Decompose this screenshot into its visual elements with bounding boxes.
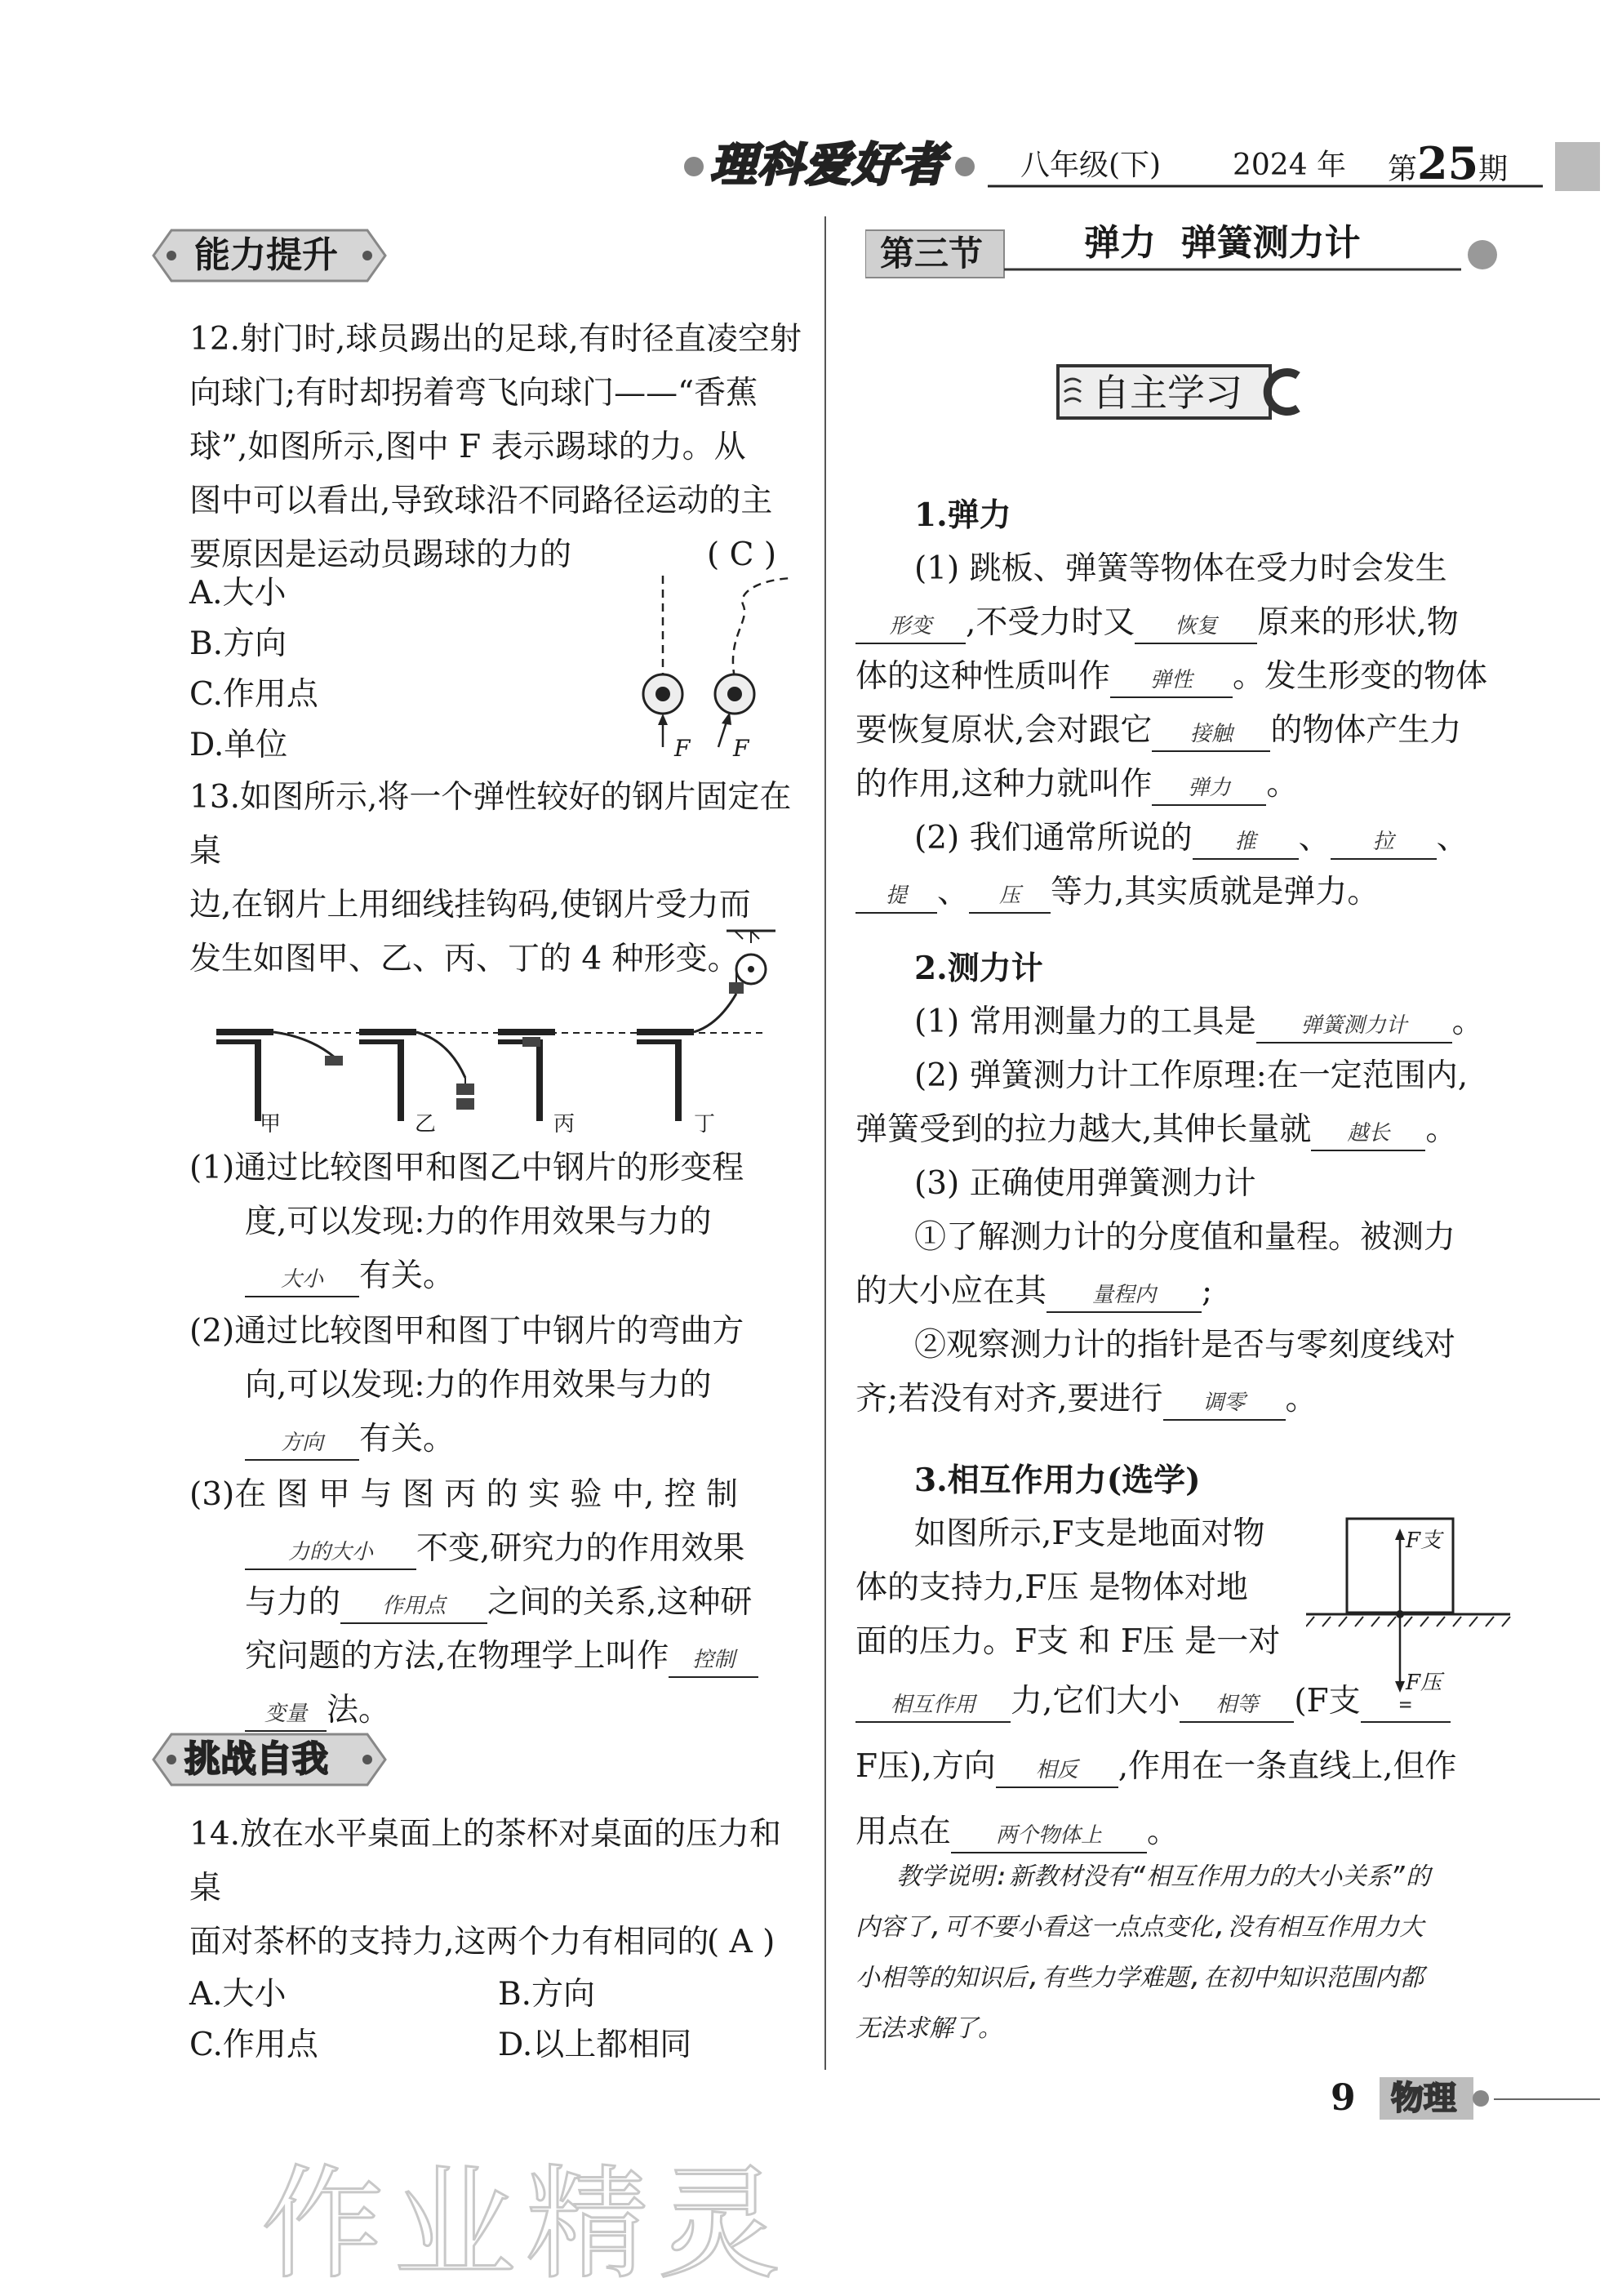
s2-line4: (3) 正确使用弹簧测力计 [914,1165,1256,1202]
brand-logo: 理科爱好者 [710,139,947,192]
q13-p3-pre3: 究问题的方法,在物理学上叫作 [245,1638,669,1675]
s3-line2: 体的支持力,F压 是物体对地 [855,1569,1248,1606]
q13-p3-mid2: 之间的关系,这种研 [487,1584,753,1621]
s3-blank-equal[interactable]: 相等 [1180,1689,1294,1723]
s2-line6 [855,1265,1558,1319]
s2-line2: (2) 弹簧测力计工作原理:在一定范围内, [914,1057,1469,1094]
banner-ability-text: 能力提升 [194,234,338,276]
s1-blank-press[interactable]: 压 [969,879,1051,914]
s1-line6: (2) 我们通常所说的 推 、 拉 、 [855,812,1558,865]
page-number: 9 [1331,2077,1356,2119]
s1-blank-deform[interactable]: 形变 [855,610,966,644]
q14-option-c: C.作用点 [189,2027,318,2063]
subject-text: 物理 [1391,2080,1456,2117]
note-line-2: 内容了,可不要小看这一点点变化,没有相互作用力大 [855,1913,1424,1942]
s1-text5: 要恢复原状,会对跟它 [855,712,1153,749]
q14-line-1: 14.放在水平桌面上的茶杯对桌面的压力和桌 [189,1816,782,1907]
s1-text1: ,不受力时又 [966,604,1135,641]
s1-text9: (2) 我们通常所说的 [914,820,1193,857]
section-label: 第三节 [880,234,984,274]
fig-label-ding: 丁 [694,1112,716,1137]
s2-blank-tool[interactable]: 弹簧测力计 [1256,1009,1452,1043]
fig-label-support: F支 [1406,1528,1442,1553]
q12-option-c: C.作用点 [189,676,318,713]
q13-p2-line1: (2)通过比较图甲和图丁中钢片的弯曲方 [189,1313,744,1350]
note-line-3: 小相等的知识后,有些力学难题,在初中知识范围内都 [855,1964,1424,1992]
s1-blank-push[interactable]: 推 [1193,825,1299,860]
s1-title: 1.弹力 [914,496,1011,534]
s3-line5 [855,1734,1558,1800]
q12-option-b: B.方向 [189,625,287,662]
s3-blank-two-objects[interactable]: 两个物体上 [951,1819,1147,1853]
issue-label [1388,137,1508,196]
s3-line1: 如图所示,F支是地面对物 [914,1515,1265,1552]
s1-text7: 的作用,这种力就叫作 [855,766,1153,803]
s1-blank-pull[interactable]: 拉 [1331,825,1437,860]
banana-ball-figure [629,572,808,776]
subject-tab [1380,2072,1494,2125]
q13-part3 [189,1468,818,1738]
fig-label-jia: 甲 [260,1112,282,1137]
s2-line7: ②观察测力计的指针是否与零刻度线对 [914,1327,1456,1364]
banner-challenge [147,1731,392,1788]
s1-text10: 等力,其实质就是弹力。 [1051,874,1380,910]
s1-text6: 的物体产生力 [1270,712,1462,749]
s1-blank-contact[interactable]: 接触 [1152,718,1270,752]
note-line-4: 无法求解了。 [855,2014,1002,2043]
fig-label-pressure: F压 [1406,1671,1442,1695]
q14-option-a: A.大小 [189,1976,287,2013]
fig-force-label-1: F [674,735,691,762]
fig-force-label-2: F [733,735,749,762]
q13-p3-line3 [189,1576,818,1630]
fig-label-yi: 乙 [415,1112,437,1137]
s2-text6: 的大小应在其 [855,1273,1047,1310]
s1-text3: 体的这种性质叫作 [855,658,1111,695]
q13-p1-line2: 度,可以发现:力的作用效果与力的 [245,1204,712,1240]
s1-blank-lift[interactable]: 提 [855,879,937,914]
s3-text3: F压),方向 [855,1748,996,1785]
q14-line-2: 面对茶杯的支持力,这两个力有相同的 [189,1924,709,1960]
elastic-section [855,488,1558,919]
s3-title: 3.相互作用力(选学) [914,1462,1201,1499]
s2-text1: (1) 常用测量力的工具是 [914,1003,1256,1040]
s2-end1: 。 [1451,1003,1484,1040]
s1-text2: 原来的形状,物 [1257,604,1459,641]
q13-p3-blank2[interactable]: 作用点 [340,1590,487,1624]
q13-p2-blank[interactable]: 方向 [245,1426,359,1461]
grade-label: 八年级(下) [1020,149,1162,182]
s1-line2 [855,596,1558,650]
header-bar [678,137,1600,194]
s1-blank-elasticity[interactable]: 弹性 [1110,664,1233,698]
s2-blank-longer[interactable]: 越长 [1311,1117,1425,1151]
banner-ability [147,227,392,284]
q13-p3-line5 [189,1684,818,1738]
issue-prefix: 第 [1388,153,1418,186]
footer-line [1494,2098,1600,2100]
q13-p3-line2 [189,1522,818,1576]
q12-answer: ( C ) [707,536,777,573]
q13-p2-end: 有关。 [359,1421,455,1457]
q13-p3-line4 [189,1630,818,1684]
q13-p1-blank[interactable]: 大小 [245,1263,359,1297]
s2-end8: 。 [1285,1381,1318,1417]
s2-end3: 。 [1425,1111,1458,1148]
s3-text4: ,作用在一条直线上,但作 [1118,1748,1457,1785]
s1-blank-elastic-force[interactable]: 弹力 [1152,772,1266,806]
q13-p3-pre2: 与力的 [245,1584,341,1621]
q12-option-d: D.单位 [189,727,288,763]
s3-text1: 力,它们大小 [1011,1683,1180,1720]
q13-p2-line2: 向,可以发现:力的作用效果与力的 [245,1367,712,1404]
s1-line1: (1) 跳板、弹簧等物体在受力时会发生 [914,550,1447,587]
s2-end6: ; [1202,1273,1213,1310]
q13-line-1: 13.如图所示,将一个弹性较好的钢片固定在桌 [189,779,792,870]
q12-line-3: 球”,如图所示,图中 F 表示踢球的力。从 [189,429,746,465]
self-study-text: 自主学习 [1092,371,1242,415]
issue-suffix: 期 [1478,153,1509,186]
q13-p1-line1: (1)通过比较图甲和图乙中钢片的形变程 [189,1150,744,1186]
s1-line5 [855,758,1558,812]
q12-line-5: 要原因是运动员踢球的力的 [189,536,572,573]
section-title: 弹力 弹簧测力计 [1084,222,1361,264]
dynamometer-section [855,941,1558,1426]
q13-p2-line3 [189,1413,818,1466]
q12-line-1: 12.射门时,球员踢出的足球,有时径直凌空射 [189,321,802,358]
banner-challenge-text: 挑战自我 [184,1738,328,1780]
q14-answer: ( A ) [707,1924,775,1960]
fig-label-bing: 丙 [553,1112,575,1137]
issue-number: 25 [1417,137,1479,189]
q13-part1 [189,1141,818,1303]
q13-p3-blank3a[interactable]: 控制 [669,1644,758,1678]
q13-p3-end: 法。 [327,1692,391,1729]
note-line-1: 教学说明:新教材没有“相互作用力的大小关系”的 [896,1862,1431,1891]
s1-blank-restore[interactable]: 恢复 [1135,610,1257,644]
q12-option-a: A.大小 [189,575,287,612]
q13-p3-mid1: 不变,研究力的作用效果 [416,1530,745,1567]
q12-options [189,568,318,771]
s3-blank-eq-sign[interactable]: = [1361,1689,1451,1723]
q14-option-b: B.方向 [498,1976,596,2013]
s2-line1 [855,995,1558,1049]
q13-line-3: 发生如图甲、乙、丙、丁的 4 种形变。 [189,941,740,977]
s1-line4 [855,704,1558,758]
watermark: 作业精灵 [261,2154,791,2296]
year-label: 2024 年 [1233,149,1347,182]
s1-line3 [855,650,1558,704]
s3-blank-opposite[interactable]: 相反 [996,1754,1118,1788]
q13-p1-line3 [189,1249,818,1303]
q12-line-2: 向球门;有时却拐着弯飞向球门——“香蕉 [189,375,758,412]
s2-title: 2.测力计 [914,950,1043,987]
s3-text2: (F支 [1294,1683,1361,1720]
s2-blank-range[interactable]: 量程内 [1047,1279,1202,1313]
s3-blank-mutual[interactable]: 相互作用 [855,1689,1011,1723]
q13-p3-line1: (3)在 图 甲 与 图 丙 的 实 验 中, 控 制 [189,1476,739,1513]
column-divider [824,216,826,2070]
s3-line3: 面的压力。F支 和 F压 是一对 [855,1623,1281,1660]
s2-blank-zero[interactable]: 调零 [1163,1386,1286,1421]
s3-text5: 用点在 [855,1813,952,1850]
s2-line8 [855,1373,1558,1426]
s2-line3 [855,1103,1558,1157]
s1-line7: 提 、 压 等力,其实质就是弹力。 [855,865,1558,919]
s3-text6: 。 [1147,1813,1180,1850]
self-study-banner [1053,359,1306,425]
q13-p1-end: 有关。 [359,1257,455,1294]
q13-part2 [189,1305,818,1466]
q14-option-d: D.以上都相同 [498,2027,692,2063]
q13-p3-blank3b[interactable]: 变量 [245,1698,327,1732]
s2-text8: 齐;若没有对齐,要进行 [855,1381,1163,1417]
q13-line-2: 边,在钢片上用细线挂钩码,使钢片受力而 [189,887,751,923]
section-header [865,220,1518,286]
s1-text4: 。发生形变的物体 [1233,658,1488,695]
s2-line5: ①了解测力计的分度值和量程。被测力 [914,1219,1456,1256]
s1-text8: 。 [1266,766,1299,803]
q13-p3-blank1[interactable]: 力的大小 [245,1536,416,1570]
s2-text3: 弹簧受到的拉力越大,其伸长量就 [855,1111,1312,1148]
q12-line-4: 图中可以看出,导致球沿不同路径运动的主 [189,483,773,519]
teaching-note [855,1852,1590,2054]
